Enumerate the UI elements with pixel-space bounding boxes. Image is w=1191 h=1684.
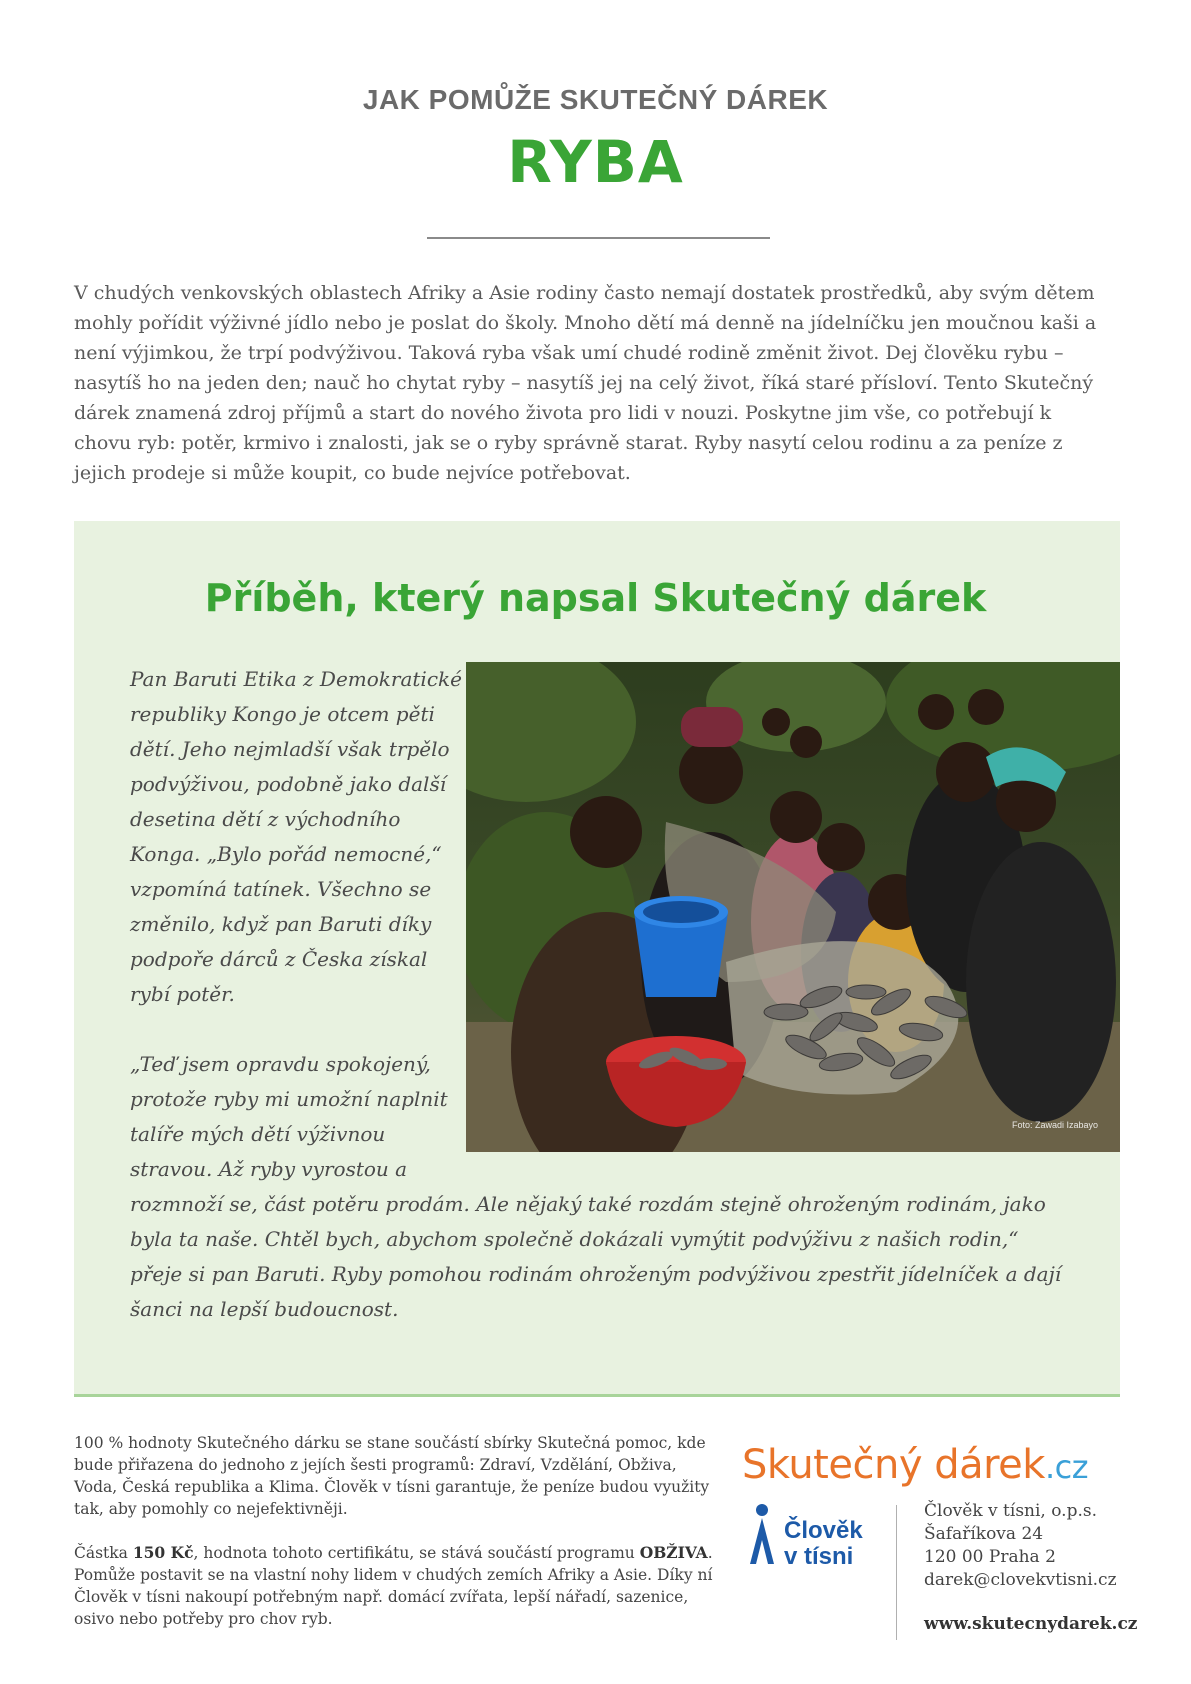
page-title: RYBA: [507, 128, 684, 196]
footer-paragraph-2: [74, 1542, 714, 1630]
photo-spacer: [489, 662, 1144, 1152]
intro-paragraph: V chudých venkovských oblastech Afriky a Asie rodiny často nemají dostatek prostředků, aby svým dětem mohly pořídit výživné jídlo nebo je poslat do školy. Mnoho dětí má denně na jídelníčku jen moučnou kaši a není výjimkou, že trpí podvýživou. Taková ryba však umí chudé rodině změnit život. Dej člověku rybu – nasytíš ho na jeden den; nauč ho chytat ryby – nasytíš jej na celý život, říká staré přísloví. Tento Skutečný dárek znamená zdroj příjmů a start do nového života pro lidi v nouzi. Poskytne jim vše, co potřebují k chovu ryb: potěr, krmivo i znalosti, jak se o ryby správně starat. Ryby nasytí celou rodinu a za peníze z jejich prodeje si může koupit, co bude nejvíce potřebovat.: [74, 282, 1097, 484]
contact-city: 120 00 Praha 2: [924, 1547, 1056, 1567]
contact-block: [924, 1500, 1117, 1592]
title-divider: [427, 237, 770, 239]
story-text: [130, 662, 1070, 1327]
brand-logo: [742, 1442, 1088, 1488]
org-name-line1: Člověk: [784, 1517, 863, 1544]
brand-logo-part1: Skutečný: [742, 1442, 922, 1488]
website-link[interactable]: www.skutecnydarek.cz: [924, 1614, 1138, 1634]
story-paragraph-1: Pan Baruti Etika z Demokratické republiky Kongo je otcem pěti dětí. Jeho nejmladší však trpělo podvýživou, podobně jako další desetina dětí z východního Konga. „Bylo pořád nemocné,“ vzpomíná tatínek. Všechno se změnilo, když pan Baruti díky podpoře dárců z Česka získal rybí potěr.: [130, 667, 462, 1006]
certificate-amount: 150 Kč: [132, 1543, 194, 1562]
story-paragraph-2: „Teď jsem opravdu spokojený, protože ryby mi umožní naplnit talíře mých dětí výživnou stravou. Až ryby vyrostou a rozmnoží se, část potěru prodám. Ale nějaký také rozdám stejně ohroženým rodinám, jako byla ta naše. Chtěl bych, abychom společně dokázali vymýtit podvýživu z našich rodin,“ přeje si pan Baruti. Ryby pomohou rodinám ohroženým podvýživou zpestřit jídelníček a dají šanci na lepší budoucnost.: [130, 1052, 1062, 1321]
footer-divider: [896, 1505, 897, 1640]
contact-street: Šafaříkova 24: [924, 1524, 1044, 1544]
footer-para2-before: Částka: [74, 1544, 133, 1562]
footer-paragraph-1: 100 % hodnoty Skutečného dárku se stane součástí sbírky Skutečná pomoc, kde bude přiřazena do jednoho z jejích šesti programů: Zdraví, Vzdělání, Obživa, Voda, Česká republika a Klima. Člověk v tísni garantuje, že peníze budou využity tak, aby pomohly co nejefektivněji.: [74, 1434, 710, 1518]
footer-para2-middle: , hodnota tohoto certifikátu, se stává součástí programu: [193, 1544, 640, 1562]
person-mark-icon: [742, 1502, 782, 1570]
page-kicker: JAK POMŮŽE SKUTEČNÝ DÁREK: [362, 84, 829, 115]
org-name-line2: v tísni: [784, 1543, 854, 1570]
contact-name: Člověk v tísni, o.p.s.: [924, 1501, 1097, 1521]
photo-credit: Foto: Zawadi Izabayo: [1011, 1120, 1098, 1130]
brand-logo-part2: dárek: [921, 1442, 1045, 1488]
story-heading: Příběh, který napsal Skutečný dárek: [204, 576, 987, 620]
brand-logo-part3: .cz: [1044, 1448, 1089, 1486]
org-name: [784, 1518, 863, 1570]
footer-para2-after: . Pomůže postavit se na vlastní nohy lidem v chudých zemích Afriky a Asie. Díky ní Člověk v tísni nakoupí potřebným např. domácí zvířata, lepší nářadí, sazenice, osivo nebo potřeby pro chov ryb.: [74, 1544, 713, 1628]
program-name: OBŽIVA: [639, 1543, 708, 1562]
contact-email[interactable]: darek@clovekvtisni.cz: [924, 1570, 1117, 1590]
story-divider: [74, 1394, 1120, 1397]
footer-text: [74, 1432, 714, 1630]
org-logo: [742, 1502, 892, 1570]
